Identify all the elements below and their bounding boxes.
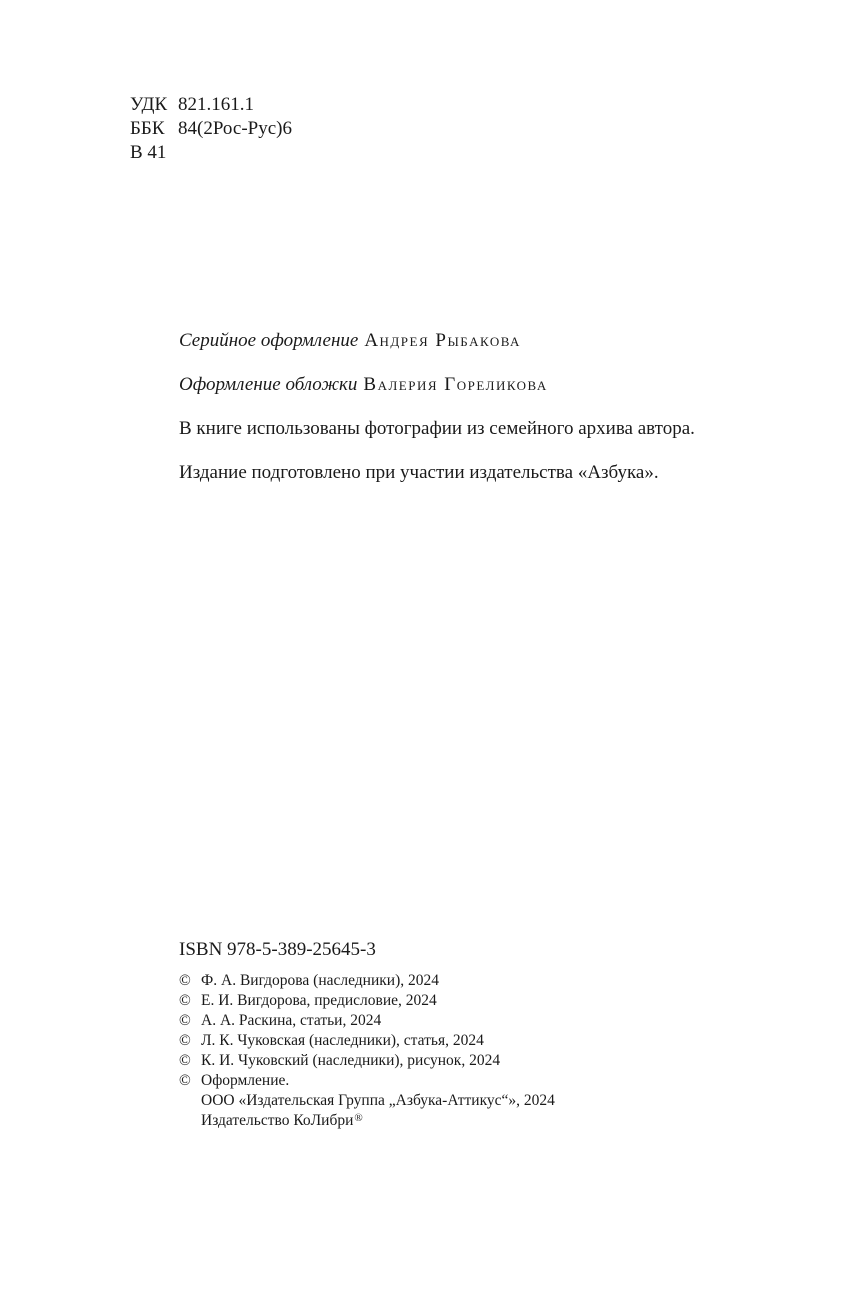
bbk-label: ББК bbox=[130, 118, 165, 139]
publisher-group-line: ООО «Издательская Группа „Азбука-Аттикус“», 2024 bbox=[201, 1092, 555, 1109]
copyright-line bbox=[179, 1051, 819, 1071]
cover-design-name: Валерия Гореликова bbox=[363, 374, 548, 395]
bbk-row bbox=[130, 117, 292, 141]
udk-label: УДК bbox=[130, 94, 168, 115]
copyright-text: Л. К. Чуковская (наследники), статья, 2024 bbox=[201, 1032, 484, 1049]
copyright-line bbox=[179, 1071, 819, 1091]
library-classification bbox=[130, 93, 292, 165]
publisher-imprint-line bbox=[179, 1111, 819, 1131]
copyright-text: Е. И. Вигдорова, предисловие, 2024 bbox=[201, 992, 437, 1009]
copyright-text: Ф. А. Вигдорова (наследники), 2024 bbox=[201, 972, 440, 989]
copyright-text: К. И. Чуковский (наследники), рисунок, 2024 bbox=[201, 1052, 501, 1069]
copyright-sign: © bbox=[179, 1052, 191, 1069]
copyright-text: Оформление. bbox=[201, 1072, 290, 1089]
copyright-sign: © bbox=[179, 1032, 191, 1049]
copyright-list bbox=[179, 971, 819, 1131]
series-design-credit bbox=[179, 329, 819, 353]
copyright-line bbox=[179, 1031, 819, 1051]
photos-note: В книге использованы фотографии из семейного архива автора. bbox=[179, 418, 695, 439]
publisher-note: Издание подготовлено при участии издательства «Азбука». bbox=[179, 462, 659, 483]
copyright-sign: © bbox=[179, 1072, 191, 1089]
author-mark: В 41 bbox=[130, 142, 167, 163]
series-design-name: Андрея Рыбакова bbox=[364, 330, 521, 351]
copyright-line bbox=[179, 991, 819, 1011]
isbn: ISBN 978-5-389-25645-3 bbox=[179, 939, 376, 960]
author-mark-row bbox=[130, 141, 292, 165]
copyright-sign: © bbox=[179, 992, 191, 1009]
series-design-role: Серийное оформление bbox=[179, 330, 359, 351]
copyright-sign: © bbox=[179, 972, 191, 989]
copyright-sign: © bbox=[179, 1012, 191, 1029]
imprint-block bbox=[179, 938, 819, 1131]
cover-design-role: Оформление обложки bbox=[179, 374, 358, 395]
cover-design-credit bbox=[179, 373, 819, 397]
copyright-text: А. А. Раскина, статьи, 2024 bbox=[201, 1012, 382, 1029]
bbk-value: 84(2Рос-Рус)6 bbox=[178, 118, 292, 139]
udk-row bbox=[130, 93, 292, 117]
copyright-line bbox=[179, 1011, 819, 1031]
copyright-line bbox=[179, 971, 819, 991]
publisher-imprint-name: Издательство КоЛибри bbox=[201, 1112, 354, 1129]
registered-mark: ® bbox=[354, 1112, 363, 1124]
design-credits bbox=[179, 329, 819, 505]
udk-value: 821.161.1 bbox=[178, 94, 254, 115]
